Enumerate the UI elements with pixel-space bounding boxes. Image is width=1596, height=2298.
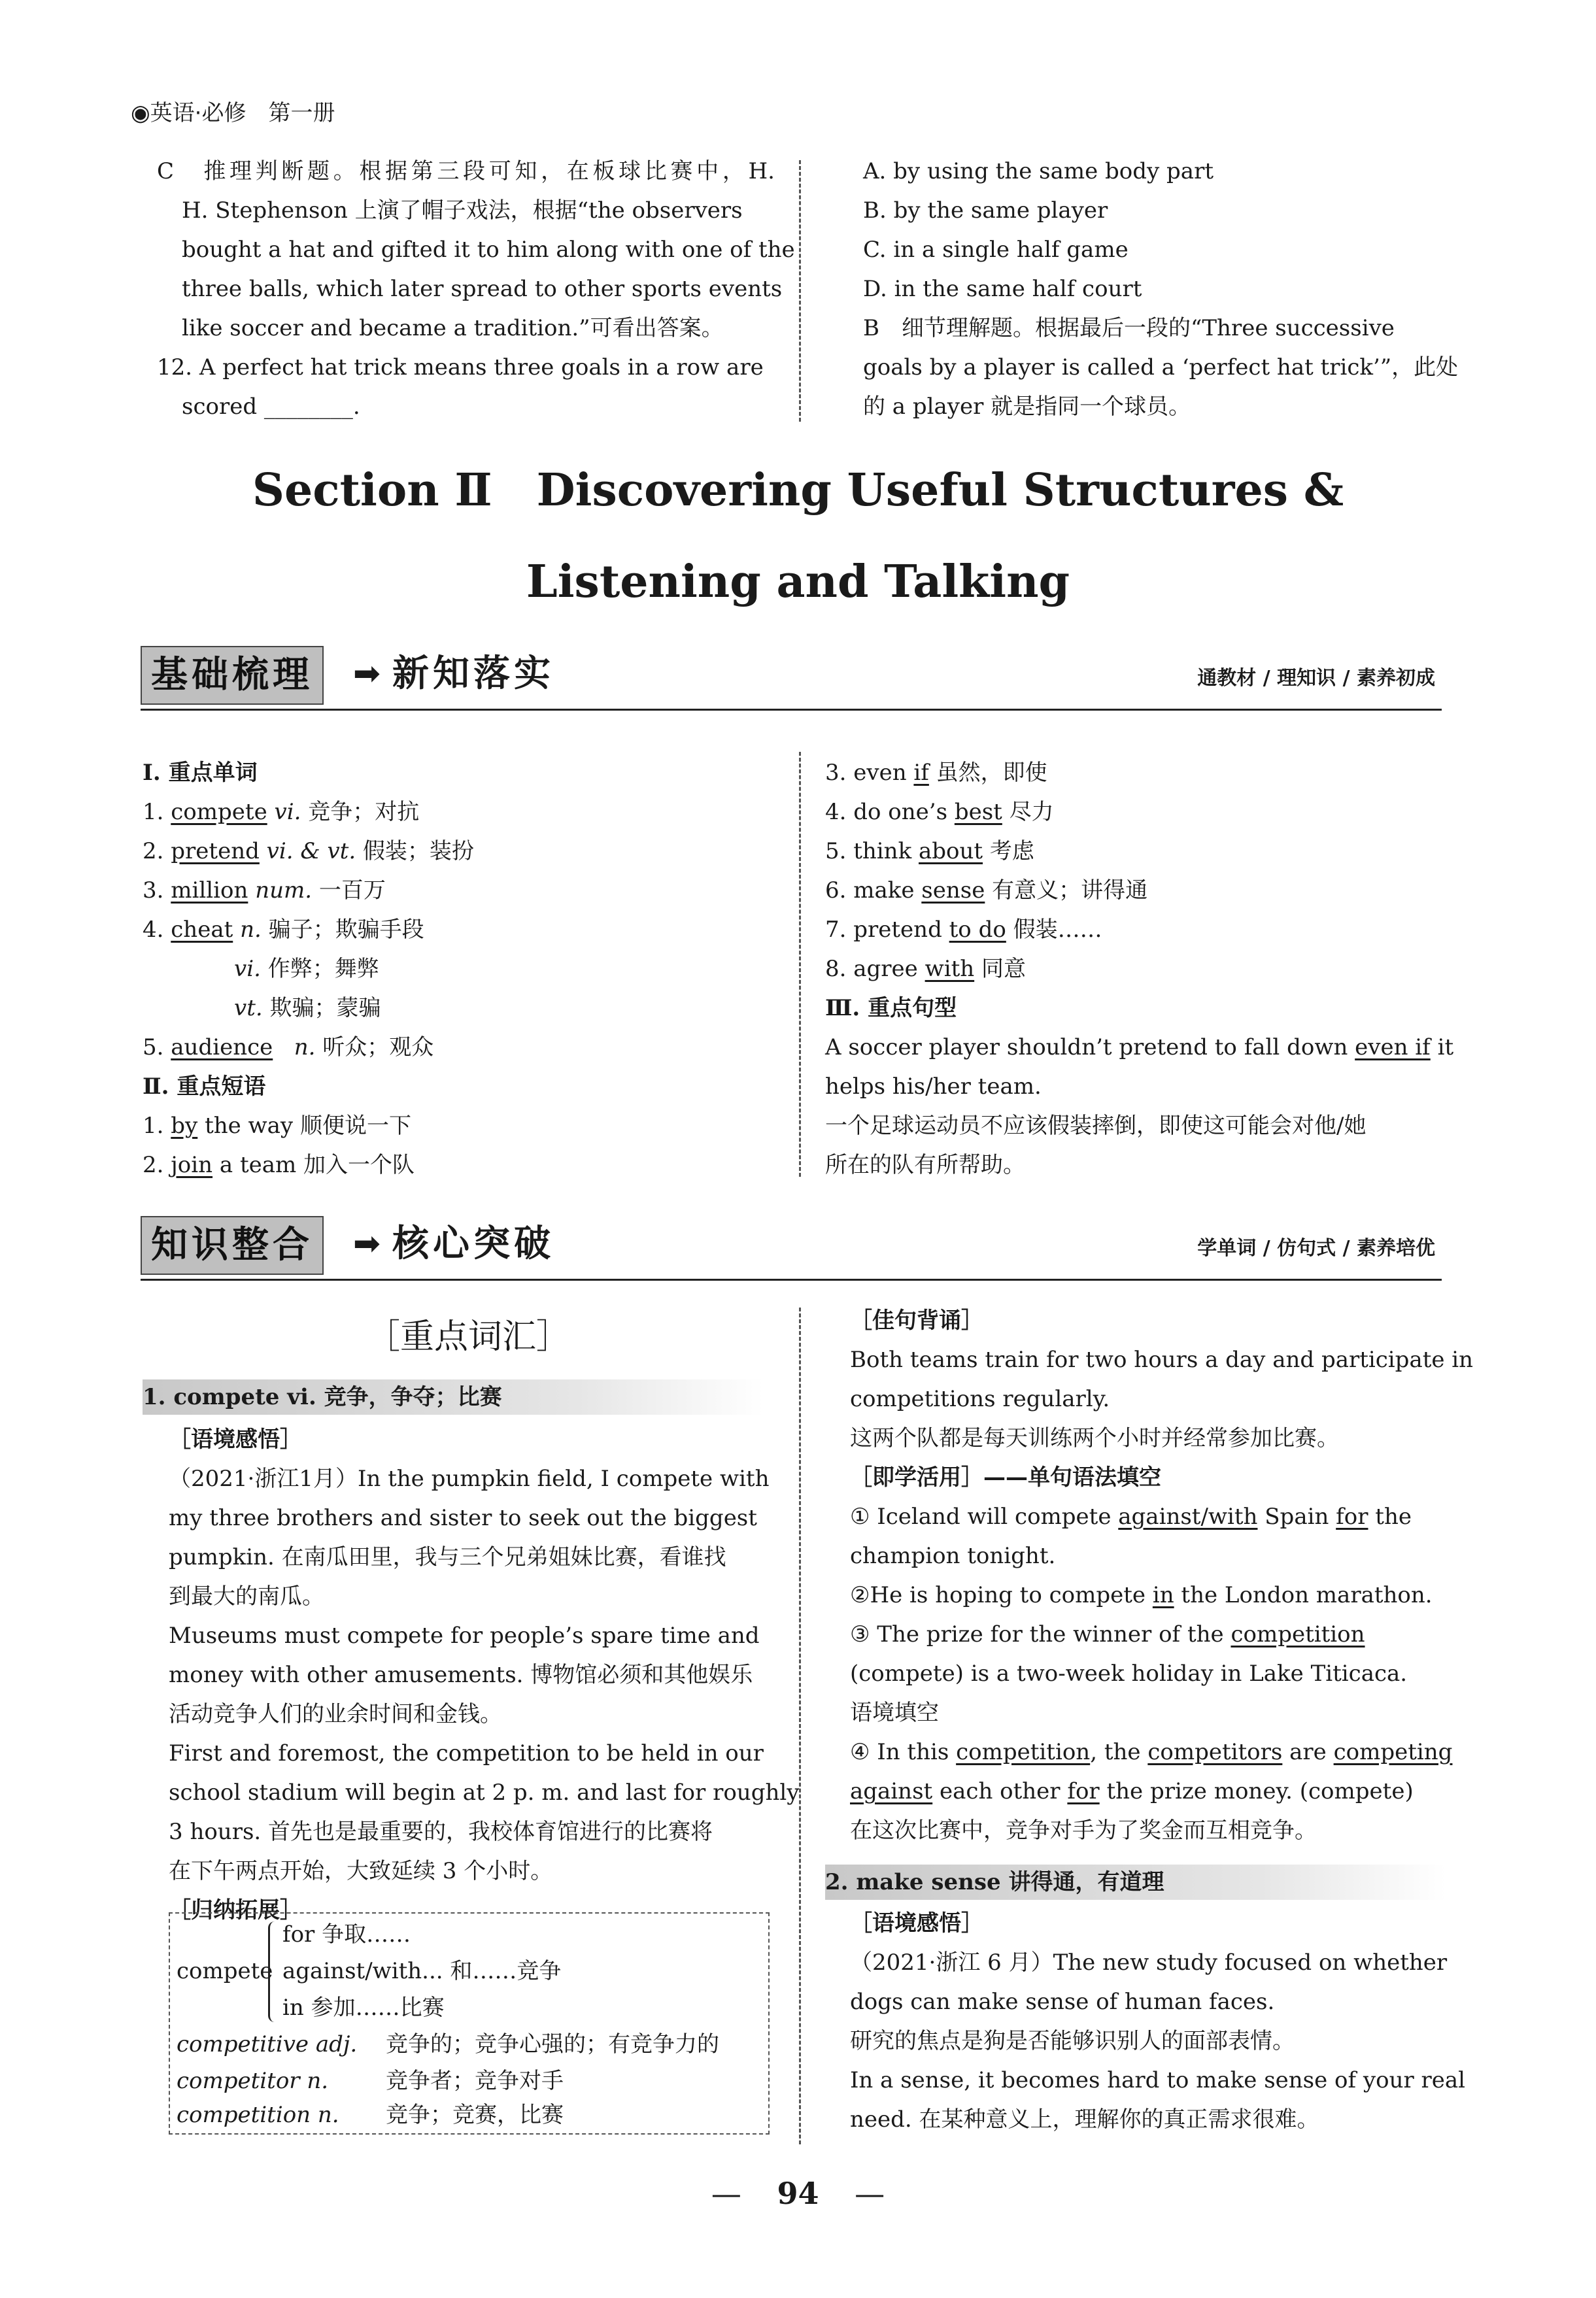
meaning: 欺骗；蒙骗 [269,995,381,1021]
part-of-speech: n. [240,917,262,943]
derivative-meaning: 竞争者；竞争对手 [386,2068,564,2094]
brace [268,1921,279,2022]
answer-line: bought a hat and gifted it to him along with one of the [182,237,795,263]
item1-title: 1. compete vi. 竞争，争夺；比赛 [143,1379,764,1415]
top-left-column [157,152,795,426]
item-number: 3. [143,877,164,904]
summary-tag: ［归纳拓展］ [169,1897,302,1923]
practice-tag: ［即学活用］——单句语法填空 [850,1464,1161,1491]
answer: competing [1333,1739,1453,1765]
page-number-value: 94 [777,2176,819,2211]
example-line: （2021·浙江 6 月）The new study focused on whether [850,1950,1448,1976]
phrase-item [143,1106,770,1145]
answer: competitors [1147,1739,1283,1765]
example-line: （2021·浙江1月）In the pumpkin field, I compete with [169,1466,770,1492]
word-item [143,1028,770,1067]
recite-line: Both teams train for two hours a day and participate in [850,1347,1474,1373]
phrase-pre: 3. even [825,760,914,786]
exercise-4 [850,1732,1458,1772]
phrase-rest: 同意 [974,956,1026,982]
meaning: 骗子；欺骗手段 [268,917,424,943]
phrase-pre: 8. agree [825,956,925,982]
phrase-item [825,753,1456,792]
derivative-meaning: 竞争；竞赛，比赛 [386,2102,564,2128]
section-title [0,445,1596,628]
exercise-text: ④ In this [850,1739,957,1765]
item-number: 2. [143,1152,164,1178]
phrase-item [825,910,1456,949]
derivative: competition n. [177,2102,339,2128]
answer: against [850,1778,933,1804]
heading-motto: 通教材 / 理知识 / 素养初成 [1197,667,1435,690]
example-line: 到最大的南瓜。 [169,1583,324,1610]
meaning: 假装；装扮 [362,838,474,864]
collocation: in 参加……比赛 [282,1995,445,2021]
exercise-2 [850,1576,1458,1615]
question-12: 12. A perfect hat trick means three goals in a row are [157,354,764,380]
heading-bar-basics [141,646,1442,711]
key-vocab-title: ［重点词汇］ [366,1317,571,1357]
example-line: In a sense, it becomes hard to make sense of your real [850,2067,1466,2093]
section-title-line2: Listening and Talking [526,556,1070,608]
answer-line: goals by a player is called a ‘perfect hat trick’”，此处 [863,354,1459,380]
exercise-text: ③ The prize for the winner of the [850,1621,1231,1647]
collocation: against/with... 和……竞争 [282,1958,562,1984]
part-of-speech: vi. [274,799,301,825]
item-number: 4. [143,917,164,943]
question-12-blank: scored ________. [182,394,360,420]
answer: against/with [1118,1504,1258,1530]
part-of-speech: vi. & vt. [266,838,356,864]
phrase-rest: 有意义；讲得通 [985,877,1148,904]
word: pretend [171,838,260,864]
word-item [143,871,770,910]
recite-line: competitions regularly. [850,1386,1110,1412]
item2-title: 2. make sense 讲得通，有道理 [825,1865,1446,1900]
part-of-speech: vi. [234,956,261,982]
example-line: pumpkin. 在南瓜田里，我与三个兄弟姐妹比赛，看谁找 [169,1544,726,1570]
phrase-pre: 7. pretend [825,917,949,943]
phrase-rest: 假装…… [1006,917,1102,943]
exercise-text: the [1368,1504,1412,1530]
heading-motto: 学单词 / 仿句式 / 素养培优 [1197,1237,1435,1260]
phrase-rest: 尽力 [1002,799,1054,825]
answer-line: 的 a player 就是指同一个球员。 [863,394,1191,420]
sentence-translation: 所在的队有所帮助。 [825,1152,1025,1178]
option-d: D. in the same half court [863,276,1142,302]
example-line: 活动竞争人们的业余时间和金钱。 [169,1701,502,1727]
answer: best [954,799,1002,825]
exercise-4-line2 [850,1772,1458,1811]
phrase-item [825,832,1456,871]
derivative-meaning: 竞争的；竞争心强的；有竞争力的 [386,2031,719,2057]
sentence-pre: A soccer player shouldn’t pretend to fall down [825,1034,1355,1060]
sentence-translation: 一个足球运动员不应该假装摔倒，即使这可能会对他/她 [825,1113,1367,1139]
item-number: 2. [143,838,164,864]
key-sentence [825,1028,1456,1067]
answer: competition [956,1739,1091,1765]
phrase-pre: 5. think [825,838,919,864]
meaning: 听众；观众 [322,1034,434,1060]
footer-dash: — [711,2176,741,2211]
option-a: A. by using the same body part [863,158,1214,184]
context-tag: ［语境感悟］ [850,1910,983,1936]
collocation: for 争取…… [282,1921,411,1948]
meaning: 一百万 [318,877,386,904]
arrow-icon: ➡ [353,1225,381,1262]
answer: competition [1231,1621,1365,1647]
core-right-column-2 [850,1904,1466,2139]
answer: even if [1355,1034,1431,1060]
meaning: 竞争；对抗 [308,799,420,825]
example-line: First and foremost, the competition to be held in our [169,1740,764,1766]
phrase-pre: 4. do one’s [825,799,955,825]
heading-bar-core [141,1216,1442,1281]
meaning: 作弊；舞弊 [267,956,379,982]
word-item [143,832,770,871]
derivative: competitive adj. [177,2031,358,2057]
arrow-icon: ➡ [353,654,381,692]
exercise-4-translation: 在这次比赛中，竞争对手为了奖金而互相竞争。 [850,1817,1317,1844]
exercise-text: each other [932,1778,1068,1804]
book-header: ◉英语·必修 第一册 [131,100,335,126]
example-line: dogs can make sense of human faces. [850,1989,1275,2015]
answer: to do [949,917,1006,943]
example-line: Museums must compete for people’s spare time and [169,1623,760,1649]
exercise-text: , the [1090,1739,1148,1765]
fill-label: 语境填空 [850,1700,939,1726]
page-number [0,2171,1596,2216]
exercise-text: ②He is hoping to compete [850,1582,1153,1608]
heading-subtitle: 核心突破 [392,1223,554,1265]
heading-tag: 基础梳理 [141,646,324,705]
part-of-speech: num. [255,877,313,904]
box-headword: compete [177,1958,273,1984]
exercise-3 [850,1615,1458,1654]
key-sentence-line2: helps his/her team. [825,1073,1042,1100]
answer: about [919,838,983,864]
answer-line: C 推理判断题。根据第三段可知，在板球比赛中，H. [157,158,775,184]
core-left-column [169,1420,800,1930]
example-line: school stadium will begin at 2 p. m. and last for roughly [169,1780,800,1806]
exercise-1 [850,1497,1458,1536]
answer-line: like soccer and became a tradition.”可看出答案。 [182,315,724,341]
word: cheat [171,917,233,943]
answer-line: three balls, which later spread to other sports events [182,276,783,302]
footer-dash: — [855,2176,885,2211]
subheading-phrases: Ⅱ. 重点短语 [143,1073,266,1100]
exercise-text: Spain [1257,1504,1336,1530]
exercise-3-line2: (compete) is a two-week holiday in Lake Titicaca. [850,1661,1408,1687]
top-right-column [863,152,1458,426]
answer: if [913,760,929,786]
answer: by [171,1113,198,1139]
context-tag: ［语境感悟］ [169,1427,302,1453]
phrase-rest: the way 顺便说一下 [205,1113,411,1139]
exercise-text: the London marathon. [1174,1582,1433,1608]
answer-line: B 细节理解题。根据最后一段的“Three successive [863,315,1395,341]
phrase-item [143,1145,770,1185]
section-title-line1: Section Ⅱ Discovering Useful Structures & [252,464,1344,516]
part-of-speech: n. [294,1034,316,1060]
exercise-text: are [1282,1739,1334,1765]
heading-tag: 知识整合 [141,1216,324,1275]
phrase-rest: a team 加入一个队 [219,1152,415,1178]
answer: for [1336,1504,1368,1530]
example-line: my three brothers and sister to seek out the biggest [169,1505,757,1531]
subheading-words: Ⅰ. 重点单词 [143,760,258,786]
example-line: need. 在某种意义上，理解你的真正需求很难。 [850,2106,1319,2133]
example-translation: 研究的焦点是狗是否能够识别人的面部表情。 [850,2028,1295,2054]
basics-right-column [825,753,1456,1185]
item-number: 1. [143,1113,164,1139]
phrase-rest: 虽然，即使 [928,760,1047,786]
basics-left-column [143,753,770,1185]
phrase-item [825,871,1456,910]
recite-translation: 这两个队都是每天训练两个小时并经常参加比赛。 [850,1425,1339,1451]
column-divider [799,1308,801,2144]
option-c: C. in a single half game [863,237,1129,263]
word: compete [171,799,267,825]
answer: for [1067,1778,1100,1804]
recite-tag: ［佳句背诵］ [850,1308,983,1334]
phrase-rest: 考虑 [983,838,1034,864]
phrase-pre: 6. make [825,877,922,904]
column-divider [799,752,801,1177]
heading-subtitle: 新知落实 [392,652,554,695]
item-number: 5. [143,1034,164,1060]
part-of-speech: vt. [234,995,263,1021]
answer: with [925,956,975,982]
sentence-post: it [1430,1034,1454,1060]
exercise-1-line2: champion tonight. [850,1543,1056,1569]
word-sense [143,988,770,1028]
answer: sense [921,877,985,904]
word: audience [171,1034,273,1060]
answer-line: H. Stephenson 上演了帽子戏法，根据“the observers [182,197,743,224]
column-divider [799,160,801,422]
example-line: money with other amusements. 博物馆必须和其他娱乐 [169,1662,753,1688]
exercise-text: ① Iceland will compete [850,1504,1119,1530]
option-b: B. by the same player [863,197,1108,224]
word: million [171,877,248,904]
example-line: 在下午两点开始，大致延续 3 个小时。 [169,1858,553,1884]
exercise-text: the prize money. (compete) [1099,1778,1414,1804]
word-sense [143,949,770,988]
subheading-sentences: Ⅲ. 重点句型 [825,995,957,1021]
derivative: competitor n. [177,2068,329,2094]
example-line: 3 hours. 首先也是最重要的，我校体育馆进行的比赛将 [169,1819,713,1845]
summary-box [169,1912,770,2135]
phrase-item [825,949,1456,988]
word-item [143,792,770,832]
answer: in [1152,1582,1174,1608]
answer: join [171,1152,213,1178]
item-number: 1. [143,799,164,825]
phrase-item [825,792,1456,832]
core-right-column [850,1301,1474,1850]
word-item [143,910,770,949]
